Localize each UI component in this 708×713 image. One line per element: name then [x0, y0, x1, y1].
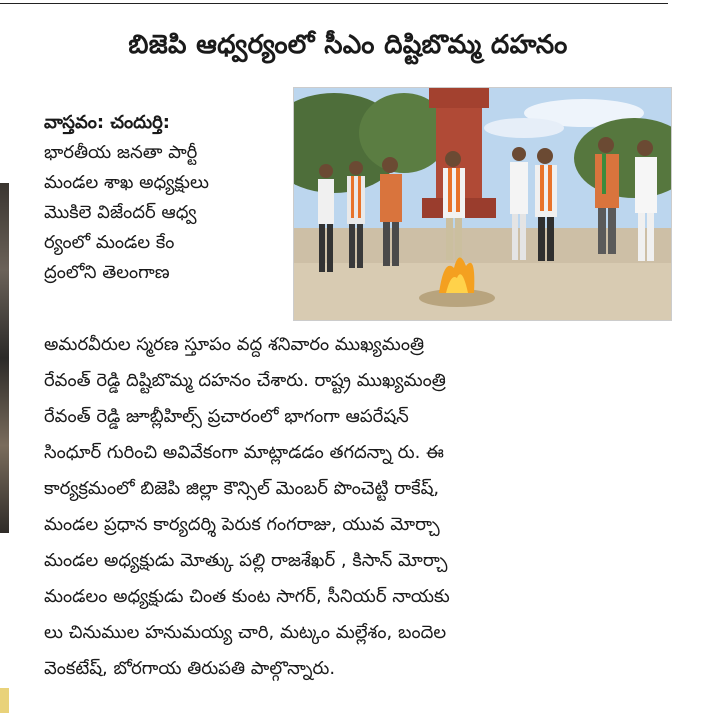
article-line: వెంకటేష్, బోరగాయ తిరుపతి పాల్గొన్నారు.	[44, 658, 336, 679]
news-photo-effigy-burning	[293, 87, 672, 321]
article-line: భారతీయ జనతా పార్టీ	[44, 142, 198, 163]
photo-illustration	[294, 88, 671, 320]
article-line: ద్రంలోని తెలంగాణ	[44, 262, 170, 283]
article-line: రేవంత్ రెడ్డి జూబ్లీహిల్స్ ప్రచారంలో భాగంగా ఆపరేషన్	[44, 406, 409, 427]
article-line: ర్యంలో మండల కేం	[44, 232, 175, 253]
article-line: కార్యక్రమంలో బిజెపి జిల్లా కౌన్సిల్ మెంబర్ పొంచెట్టి రాకేష్,	[44, 478, 440, 499]
article-line: మొకిలె విజేందర్ ఆధ్వ	[44, 202, 197, 223]
article-line: మండల అధ్యక్షుడు మోత్కు పల్లి రాజశేఖర్ , కిసాన్ మోర్చా	[44, 550, 448, 571]
article-line: అమరవీరుల స్మరణ స్తూపం వద్ద శనివారం ముఖ్యమంత్రి	[44, 334, 425, 355]
article-dateline: వాస్తవం: చందుర్తి:	[44, 112, 170, 133]
top-divider	[0, 3, 668, 4]
article-line: మండల శాఖ అధ్యక్షులు	[44, 172, 210, 193]
article-line: సింధూర్ గురించి అవివేకంగా మాట్లాడడం తగదన్నా రు. ఈ	[44, 442, 444, 463]
adjacent-column-edge	[0, 688, 9, 713]
article-line: మండల ప్రధాన కార్యదర్శి పెరుక గంగరాజు, యువ మోర్చా	[44, 514, 440, 535]
article-line: లు చినుముల హనుమయ్య చారి, మట్కం మల్లేశం, బందెల	[44, 622, 447, 643]
article-headline: బిజెపి ఆధ్వర్యంలో సీఎం దిష్టిబొమ్మ దహనం	[128, 30, 568, 60]
adjacent-photo-edge	[0, 183, 9, 533]
article-line: రేవంత్ రెడ్డి దిష్టిబొమ్మ దహనం చేశారు. రాష్ట్ర ముఖ్యమంత్రి	[44, 370, 446, 391]
article-line: మండలం అధ్యక్షుడు చింత కుంట సాగర్, సీనియర్ నాయకు	[44, 586, 450, 607]
